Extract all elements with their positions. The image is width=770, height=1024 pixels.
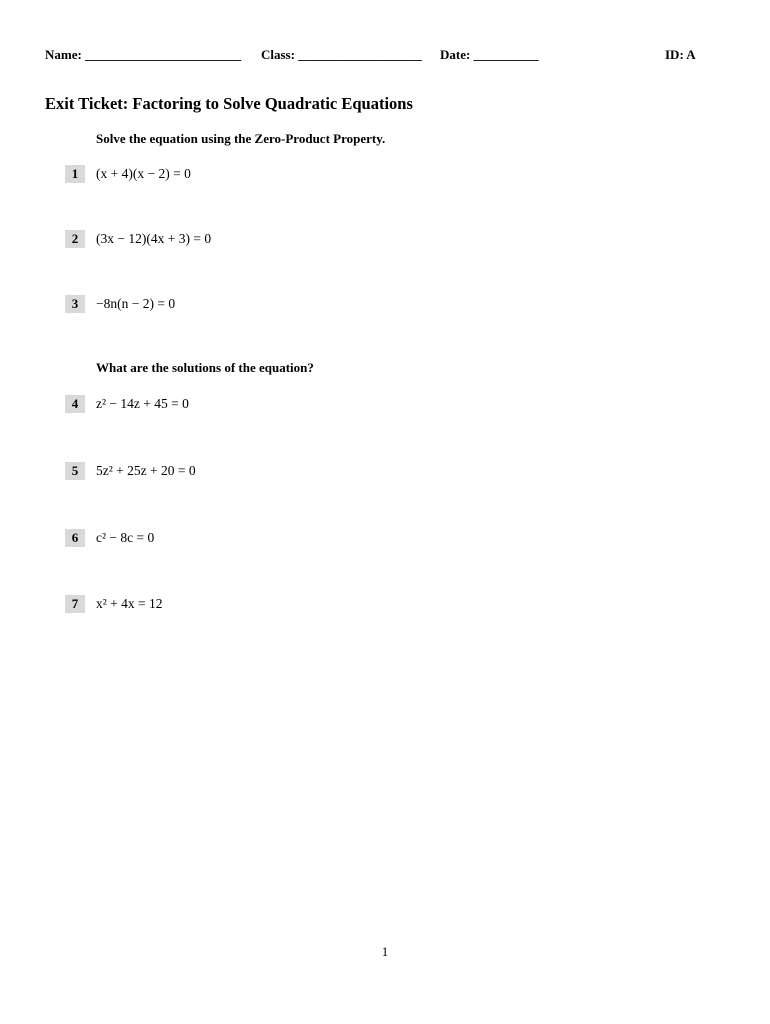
question-number: 3 (65, 295, 85, 313)
question-number: 4 (65, 395, 85, 413)
id-label: ID: A (665, 47, 696, 62)
question-number: 6 (65, 529, 85, 547)
question-equation: (3x − 12)(4x + 3) = 0 (96, 231, 212, 246)
section-instruction: What are the solutions of the equation? (96, 360, 314, 375)
page-number: 1 (381, 944, 389, 959)
date-field[interactable]: Date: __________ (440, 47, 539, 62)
section-instruction: Solve the equation using the Zero-Product Property. (96, 131, 386, 146)
class-field[interactable]: Class: ___________________ (261, 47, 422, 62)
question-equation: −8n(n − 2) = 0 (96, 296, 176, 311)
question-equation: c² − 8c = 0 (96, 530, 155, 545)
question-equation: (x + 4)(x − 2) = 0 (96, 166, 191, 181)
header (45, 47, 705, 65)
question-number: 5 (65, 462, 85, 480)
page-title: Exit Ticket: Factoring to Solve Quadratic Equations (45, 94, 413, 113)
question-equation: x² + 4x = 12 (96, 596, 163, 611)
question-number: 1 (65, 165, 85, 183)
question-equation: z² − 14z + 45 = 0 (96, 396, 189, 411)
name-field[interactable]: Name: ________________________ (45, 47, 242, 62)
question-number: 2 (65, 230, 85, 248)
question-number: 7 (65, 595, 85, 613)
question-equation: 5z² + 25z + 20 = 0 (96, 463, 196, 478)
